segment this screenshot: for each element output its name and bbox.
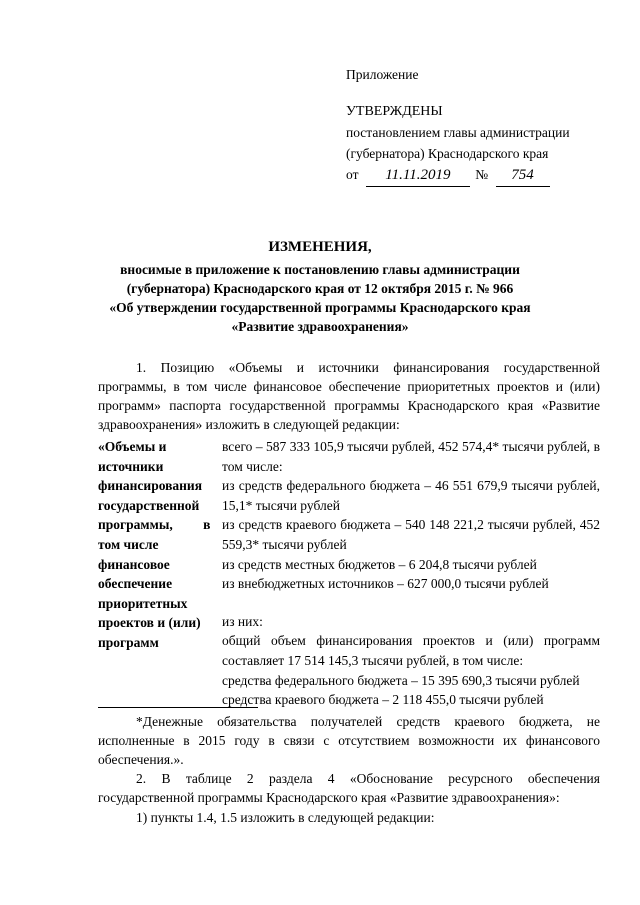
handwritten-number: 754 [496,165,550,187]
value-total: всего – 587 333 105,9 тысячи рублей, 452 574,4* тысячи рублей, в том числе: [222,439,600,474]
label-line: государственной [98,497,200,513]
value-of-them: из них: [222,613,263,629]
value-projects-total: общий объем финансирования проектов и (или) программ составляет 17 514 145,3 тысячи рублей, в том числе: [222,633,600,668]
document-title [60,238,580,336]
label-line: том числе [98,536,159,552]
title-heading: ИЗМЕНЕНИЯ, [268,239,372,255]
number-label: № [475,167,489,182]
approved-line-1: постановлением главы администрации [346,125,570,140]
approved-date-line [346,164,606,187]
label-line: проектов и (или) [98,615,201,631]
footnote-divider [98,707,258,708]
table-label-column [98,437,220,653]
paragraph-2: 2. В таблице 2 раздела 4 «Обоснование ресурсного обеспечения государственной программы Краснодарского края «Развитие здравоохранения»: [98,771,600,805]
table-value-column [222,437,600,710]
value-regional: из средств краевого бюджета – 540 148 221,2 тысячи рублей, 452 559,3* тысячи рублей [222,517,600,552]
label-line: обеспечение [98,576,173,592]
value-local: из средств местных бюджетов – 6 204,8 тысячи рублей [222,556,537,572]
paragraph-1: 1. Позицию «Объемы и источники финансирования государственной программы, в том числе финансовое обеспечение приоритетных проектов и (или) программ» паспорта государственной программы Краснодарского края «Развитие здравоохранения» изложить в следующей редакции: [98,360,600,432]
label-line: приоритетных [98,595,188,611]
approval-stamp [346,64,418,85]
title-sub-4: «Развитие здравоохранения» [231,319,409,334]
footnote: *Денежные обязательства получателей средств краевого бюджета, не исполненные в 2015 году в связи с отсутствием возможности их финансового обеспечения.». [98,714,600,767]
label-line: программ [98,634,159,650]
value-projects-regional: средства краевого бюджета – 2 118 455,0 тысячи рублей [222,692,544,708]
paragraph-3: 1) пункты 1.4, 1.5 изложить в следующей редакции: [136,810,435,825]
label-line: финансовое [98,556,170,572]
handwritten-date: 11.11.2019 [366,165,470,187]
value-projects-federal: средства федерального бюджета – 15 395 690,3 тысячи рублей [222,672,580,688]
approval-block [346,101,606,187]
appendix-label: Приложение [346,67,419,82]
from-label: от [346,167,359,182]
title-sub-2: (губернатора) Краснодарского края от 12 октября 2015 г. № 966 [126,281,514,296]
label-line: финансирования [98,478,203,494]
title-sub-3: «Об утверждении государственной программы Краснодарского края [109,300,531,315]
value-extrabudgetary: из внебюджетных источников – 627 000,0 тысячи рублей [222,576,549,592]
approved-label: УТВЕРЖДЕНЫ [346,104,443,119]
label-line: источники [98,458,164,474]
approved-line-2: (губернатора) Краснодарского края [346,146,549,161]
label-line: программы, в [98,517,211,533]
title-sub-1: вносимые в приложение к постановлению главы администрации [120,262,520,277]
value-federal: из средств федерального бюджета – 46 551 679,9 тысячи рублей, 15,1* тысячи рублей [222,478,600,513]
label-line: «Объемы и [98,439,167,454]
